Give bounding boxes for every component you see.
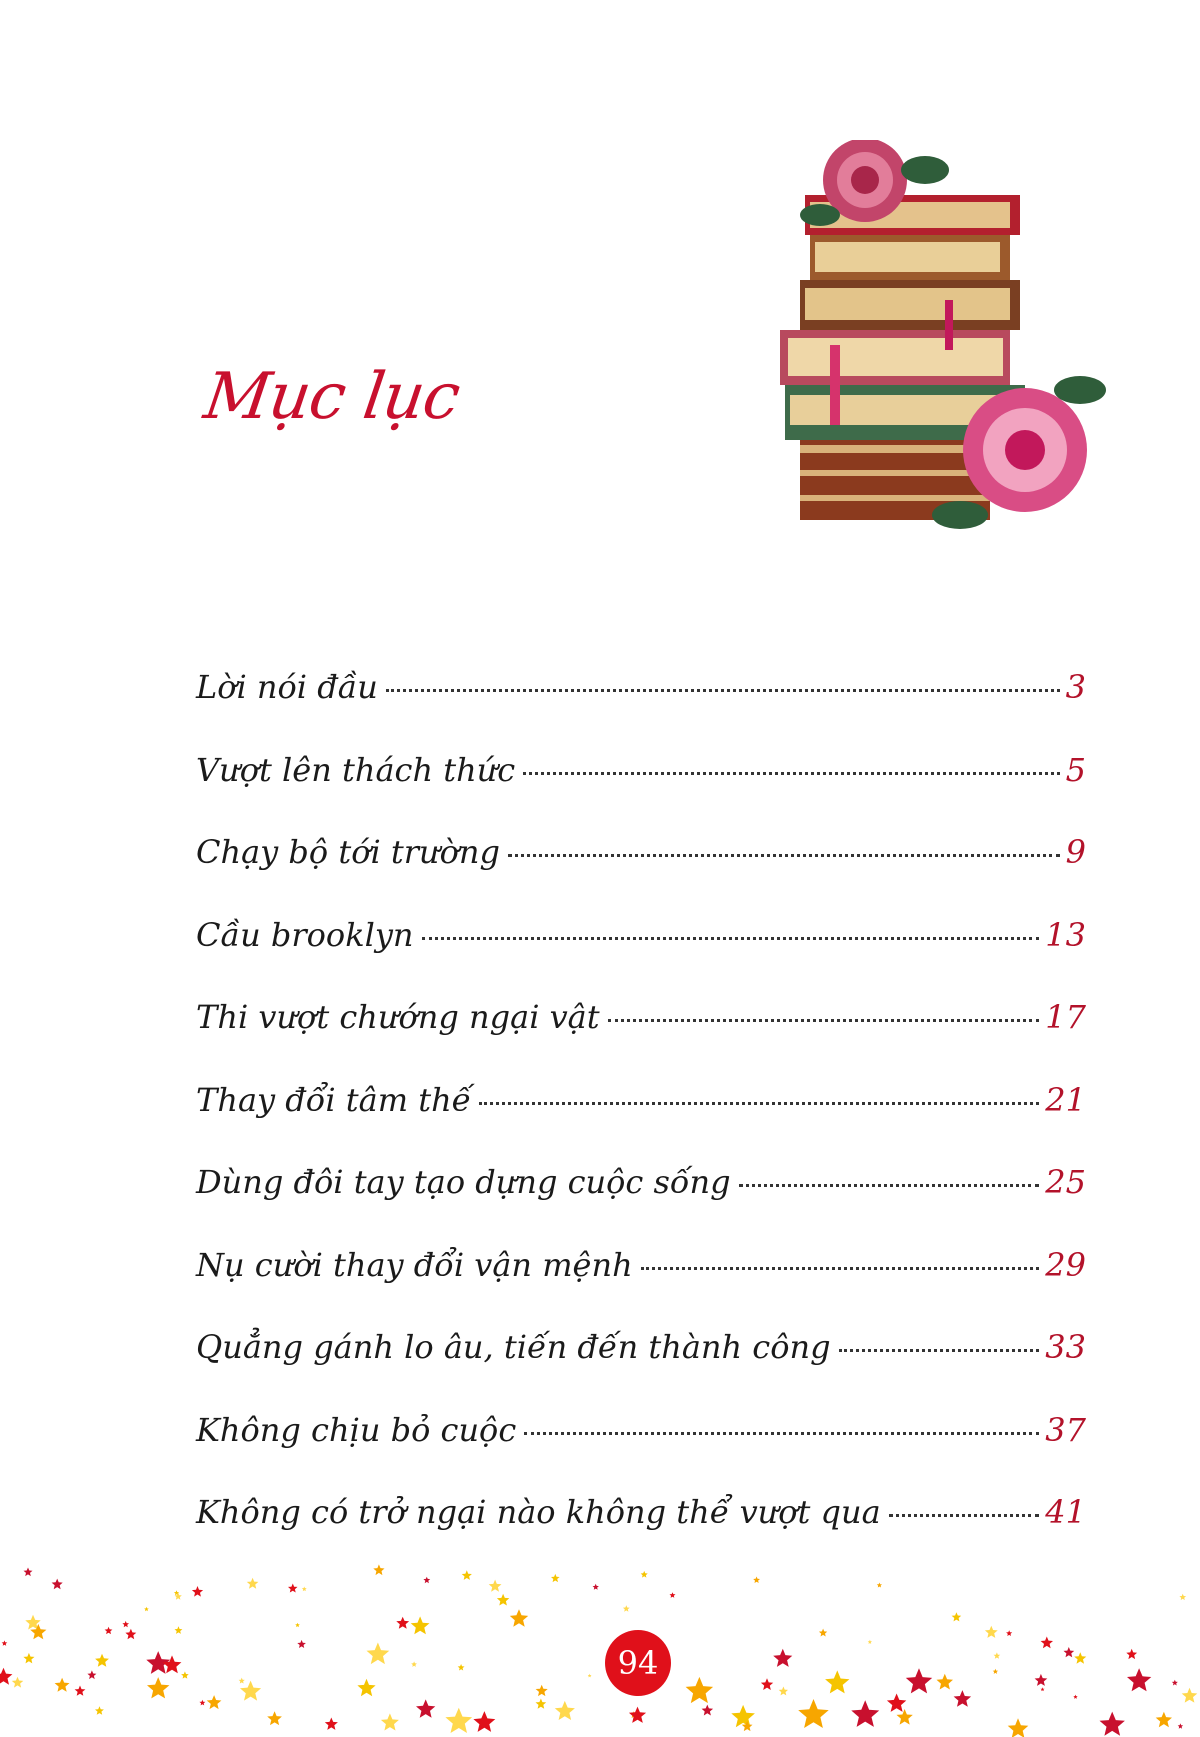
star-shape bbox=[877, 1583, 882, 1588]
star-shape bbox=[1035, 1674, 1048, 1686]
page-number-badge: 94 bbox=[605, 1630, 671, 1696]
star-shape bbox=[0, 1668, 12, 1685]
star-shape bbox=[1074, 1652, 1086, 1664]
star-shape bbox=[551, 1574, 560, 1582]
star-shape bbox=[462, 1570, 472, 1580]
star-shape bbox=[416, 1699, 435, 1717]
star-shape bbox=[458, 1664, 465, 1671]
star-shape bbox=[199, 1700, 205, 1706]
star-shape bbox=[295, 1623, 300, 1627]
star-shape bbox=[125, 1629, 136, 1639]
toc-leader-dots bbox=[524, 1432, 1039, 1435]
toc-entry-title: Vượt lên thách thức bbox=[196, 750, 516, 789]
star-shape bbox=[357, 1679, 375, 1696]
toc-leader-dots bbox=[508, 854, 1060, 857]
toc-entry-title: Không có trở ngại nào không thể vượt qua bbox=[196, 1493, 881, 1531]
toc-entry[interactable] bbox=[196, 1081, 1086, 1164]
stars-decoration bbox=[0, 1560, 1200, 1737]
star-shape bbox=[731, 1705, 755, 1727]
star-shape bbox=[411, 1661, 417, 1667]
star-shape bbox=[993, 1669, 998, 1674]
star-shape bbox=[325, 1718, 338, 1730]
star-shape bbox=[887, 1694, 906, 1712]
toc-leader-dots bbox=[739, 1184, 1040, 1187]
star-shape bbox=[240, 1681, 261, 1701]
star-shape bbox=[247, 1578, 259, 1589]
table-of-contents bbox=[196, 668, 1086, 1576]
toc-leader-dots bbox=[523, 772, 1059, 775]
star-shape bbox=[1156, 1712, 1172, 1728]
star-shape bbox=[105, 1627, 113, 1634]
toc-entry[interactable] bbox=[196, 1246, 1086, 1329]
toc-entry-title: Chạy bộ tới trường bbox=[196, 833, 500, 871]
star-shape bbox=[670, 1592, 676, 1598]
toc-entry[interactable] bbox=[196, 751, 1086, 834]
star-shape bbox=[87, 1670, 96, 1679]
star-shape bbox=[423, 1577, 430, 1584]
toc-leader-dots bbox=[641, 1267, 1040, 1270]
toc-entry-title: Thi vượt chướng ngại vật bbox=[196, 998, 600, 1036]
toc-entry-title: Không chịu bỏ cuộc bbox=[196, 1410, 517, 1449]
toc-entry-title: Thay đổi tâm thế bbox=[196, 1080, 472, 1119]
star-shape bbox=[555, 1701, 575, 1720]
toc-entry[interactable] bbox=[196, 916, 1086, 999]
star-shape bbox=[588, 1674, 592, 1678]
star-shape bbox=[381, 1713, 399, 1730]
star-shape bbox=[95, 1654, 109, 1667]
star-shape bbox=[144, 1607, 149, 1611]
star-shape bbox=[373, 1564, 384, 1575]
star-shape bbox=[1100, 1712, 1125, 1736]
star-shape bbox=[954, 1690, 972, 1707]
toc-leader-dots bbox=[608, 1019, 1040, 1022]
star-shape bbox=[147, 1677, 169, 1698]
toc-entry-page: 29 bbox=[1045, 1245, 1086, 1284]
star-shape bbox=[629, 1707, 646, 1723]
star-shape bbox=[985, 1626, 998, 1638]
star-shape bbox=[851, 1700, 879, 1727]
star-shape bbox=[75, 1686, 86, 1696]
star-shape bbox=[868, 1640, 872, 1644]
star-shape bbox=[367, 1643, 390, 1665]
star-shape bbox=[181, 1671, 189, 1678]
star-shape bbox=[24, 1568, 33, 1577]
star-shape bbox=[798, 1699, 829, 1728]
star-shape bbox=[897, 1709, 913, 1725]
star-shape bbox=[1041, 1637, 1053, 1649]
star-shape bbox=[163, 1655, 182, 1673]
toc-entry-page: 13 bbox=[1045, 915, 1086, 954]
star-shape bbox=[411, 1616, 430, 1634]
toc-entry-title: Lời nói đầu bbox=[196, 668, 378, 706]
page-title: Mục lục bbox=[199, 360, 464, 434]
star-shape bbox=[489, 1580, 502, 1592]
toc-entry-page: 41 bbox=[1045, 1493, 1086, 1531]
star-shape bbox=[1006, 1630, 1012, 1636]
star-shape bbox=[23, 1653, 34, 1664]
star-shape bbox=[536, 1699, 547, 1709]
toc-entry-title: Cầu brooklyn bbox=[196, 915, 414, 954]
toc-entry-page: 9 bbox=[1065, 833, 1086, 871]
star-shape bbox=[641, 1571, 648, 1578]
star-shape bbox=[1127, 1668, 1151, 1691]
toc-entry-page: 17 bbox=[1045, 998, 1086, 1036]
star-shape bbox=[497, 1594, 509, 1606]
star-shape bbox=[773, 1649, 792, 1667]
star-shape bbox=[623, 1605, 630, 1611]
star-shape bbox=[12, 1677, 23, 1688]
toc-entry-title: Dùng đôi tay tạo dựng cuộc sống bbox=[196, 1163, 731, 1201]
toc-leader-dots bbox=[889, 1514, 1040, 1517]
star-shape bbox=[55, 1678, 70, 1692]
star-shape bbox=[445, 1708, 472, 1733]
toc-leader-dots bbox=[479, 1102, 1039, 1105]
star-shape bbox=[122, 1621, 129, 1627]
toc-entry-page: 21 bbox=[1045, 1080, 1086, 1119]
star-shape bbox=[686, 1677, 714, 1703]
toc-leader-dots bbox=[422, 937, 1040, 940]
toc-entry-page: 3 bbox=[1065, 668, 1086, 706]
star-shape bbox=[473, 1711, 495, 1732]
star-shape bbox=[593, 1584, 599, 1590]
star-shape bbox=[52, 1579, 63, 1590]
star-shape bbox=[288, 1584, 298, 1593]
star-shape bbox=[175, 1626, 183, 1634]
star-shape bbox=[1178, 1723, 1183, 1728]
star-shape bbox=[1064, 1647, 1075, 1657]
star-shape bbox=[1126, 1649, 1137, 1659]
star-shape bbox=[192, 1586, 203, 1597]
star-shape bbox=[302, 1587, 307, 1592]
star-shape bbox=[396, 1617, 409, 1629]
toc-entry[interactable] bbox=[196, 1411, 1086, 1494]
toc-leader-dots bbox=[386, 689, 1060, 692]
toc-leader-dots bbox=[839, 1349, 1040, 1352]
toc-entry[interactable] bbox=[196, 833, 1086, 916]
books-roses-illustration bbox=[760, 140, 1130, 580]
star-shape bbox=[207, 1695, 222, 1709]
star-shape bbox=[825, 1670, 849, 1693]
toc-entry[interactable] bbox=[196, 998, 1086, 1081]
star-shape bbox=[1179, 1594, 1186, 1600]
toc-entry-title: Quẳng gánh lo âu, tiến đến thành công bbox=[196, 1328, 831, 1366]
star-shape bbox=[1073, 1695, 1077, 1699]
toc-entry[interactable] bbox=[196, 1328, 1086, 1411]
star-shape bbox=[510, 1609, 528, 1627]
star-shape bbox=[95, 1706, 104, 1714]
star-shape bbox=[297, 1640, 306, 1648]
toc-entry-page: 37 bbox=[1045, 1410, 1086, 1449]
star-shape bbox=[994, 1652, 1001, 1658]
toc-entry[interactable] bbox=[196, 1163, 1086, 1246]
star-shape bbox=[2, 1640, 8, 1645]
star-shape bbox=[906, 1668, 932, 1693]
star-shape bbox=[267, 1711, 282, 1725]
star-shape bbox=[1172, 1680, 1178, 1686]
star-shape bbox=[536, 1685, 548, 1696]
toc-entry-page: 5 bbox=[1065, 750, 1086, 789]
toc-entry-title: Nụ cười thay đổi vận mệnh bbox=[196, 1245, 633, 1284]
star-shape bbox=[819, 1629, 827, 1637]
star-shape bbox=[779, 1687, 788, 1696]
toc-entry-page: 33 bbox=[1045, 1328, 1086, 1366]
star-shape bbox=[1008, 1718, 1029, 1737]
star-shape bbox=[753, 1577, 760, 1584]
star-shape bbox=[702, 1705, 714, 1716]
star-shape bbox=[761, 1678, 773, 1690]
star-shape bbox=[1041, 1687, 1045, 1691]
star-shape bbox=[937, 1674, 954, 1690]
star-shape bbox=[1182, 1688, 1198, 1703]
star-shape bbox=[239, 1678, 245, 1684]
star-shape bbox=[952, 1612, 962, 1621]
toc-entry[interactable] bbox=[196, 668, 1086, 751]
toc-entry-page: 25 bbox=[1045, 1163, 1086, 1201]
